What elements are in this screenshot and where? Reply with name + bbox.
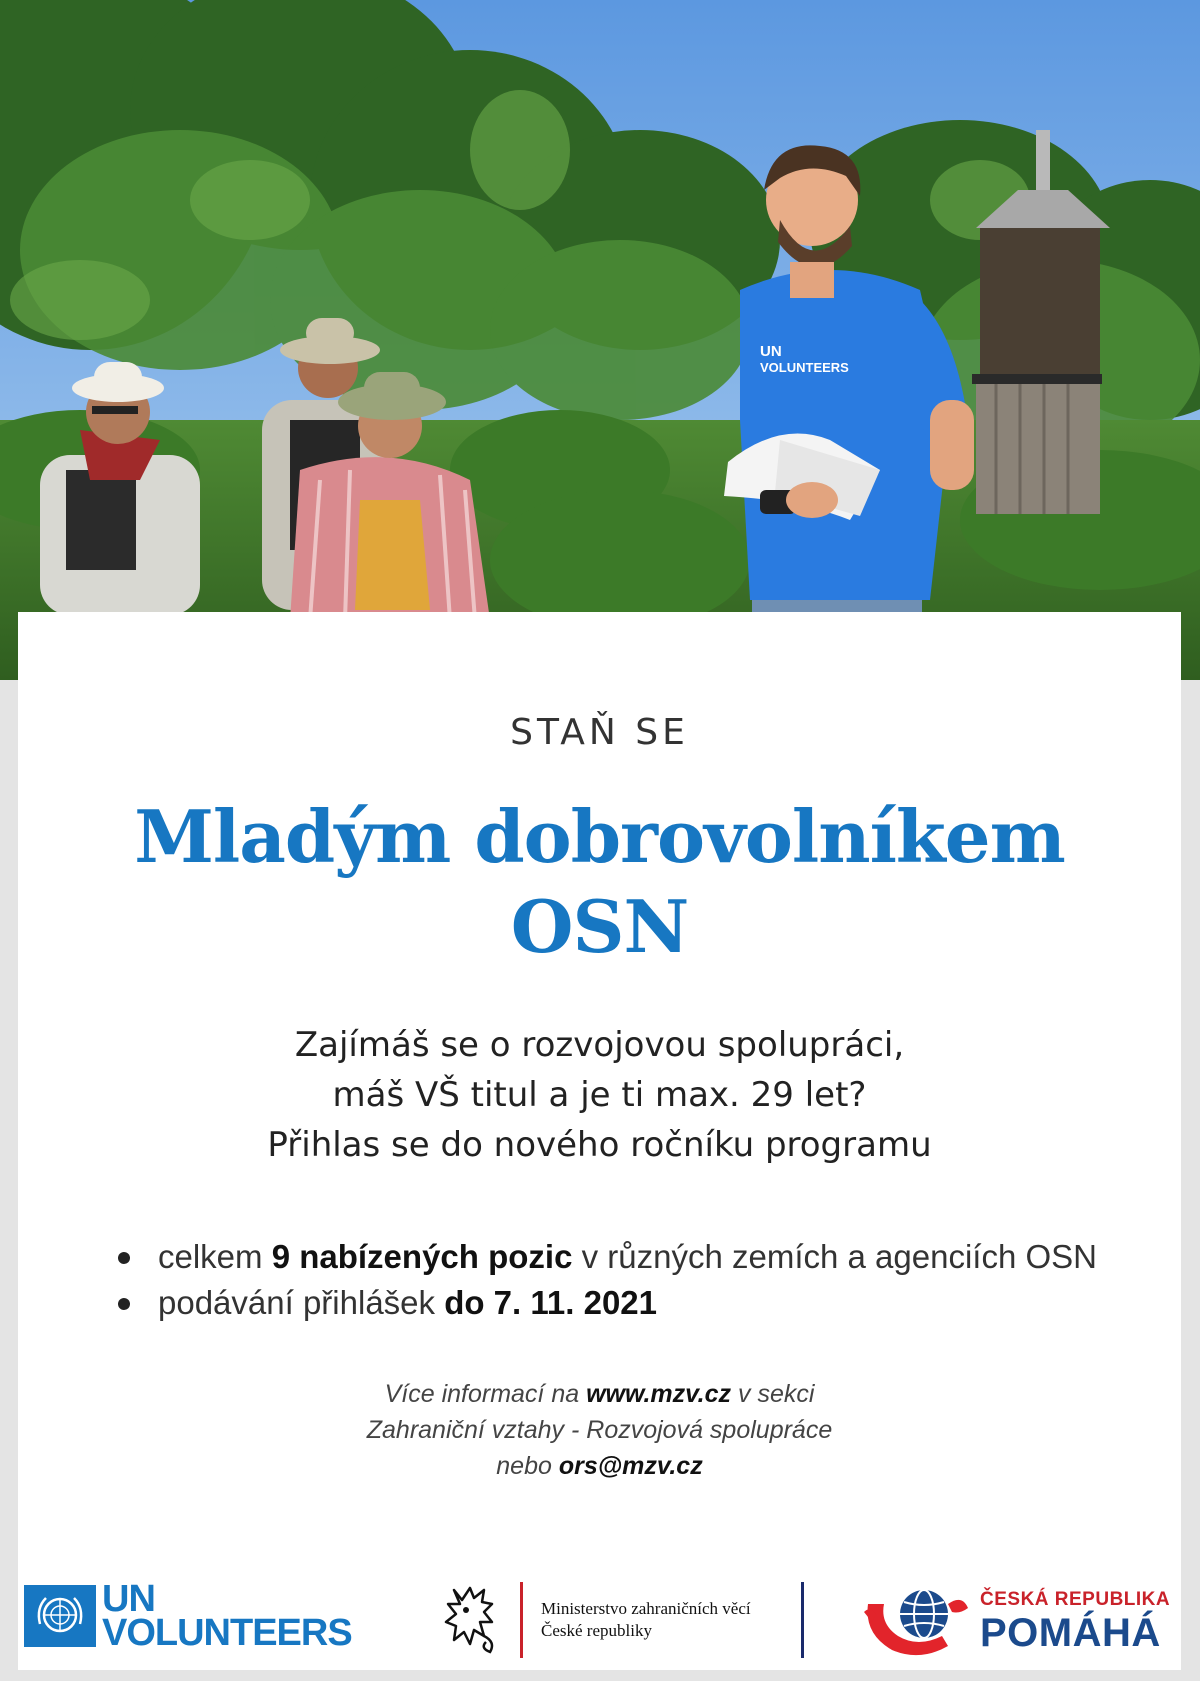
un-wordmark-line-2: VOLUNTEERS [102, 1612, 352, 1654]
headline [18, 792, 1181, 972]
ceska-republika-pomaha-logo [862, 1584, 1170, 1658]
bullet-list [114, 1234, 1097, 1326]
cr-pomaha-wordmark [980, 1588, 1170, 1654]
cr-pomaha-line-2: POMÁHÁ [980, 1611, 1161, 1655]
shirt-un-label: UN [760, 343, 782, 360]
info-line-1-post: v sekci [731, 1380, 815, 1408]
volunteers-photo-illustration [0, 0, 1200, 680]
shirt-volunteers-label: VOLUNTEERS [760, 360, 849, 375]
bullet-2-bold: do 7. 11. 2021 [444, 1284, 658, 1321]
info-line-3 [18, 1448, 1181, 1484]
cr-pomaha-line-1: ČESKÁ REPUBLIKA [980, 1589, 1171, 1610]
question-line-3: Přihlas se do nového ročníku programu [267, 1125, 932, 1165]
headline-line-2: OSN [510, 884, 689, 969]
helping-hand-globe-icon [862, 1584, 970, 1658]
headline-line-1: Mladým dobrovolníkem [134, 794, 1065, 879]
un-emblem-icon [24, 1585, 96, 1647]
un-wordmark-line-1: UN [102, 1578, 155, 1620]
hero-photo [0, 0, 1200, 680]
bullet-1-post: v různých zemích a agenciích OSN [572, 1238, 1098, 1275]
mzv-name-line-1: Ministerstvo zahraničních věcí [541, 1599, 751, 1618]
un-volunteers-logo [24, 1578, 352, 1654]
content-card [18, 612, 1181, 1670]
bullet-1-bold: 9 nabízených pozic [271, 1238, 573, 1275]
mzv-name-line-2: České republiky [541, 1621, 652, 1640]
red-divider [520, 1582, 523, 1658]
czech-lion-icon [440, 1582, 510, 1658]
mzv-name [541, 1598, 801, 1642]
kicker-text: STAŇ SE [510, 712, 689, 753]
info-block [18, 1376, 1181, 1484]
ors-email-link[interactable]: ors@mzv.cz [558, 1452, 703, 1480]
info-line-2: Zahraniční vztahy - Rozvojová spolupráce [366, 1416, 833, 1444]
info-line-1 [18, 1376, 1181, 1412]
mzv-website-link[interactable]: www.mzv.cz [586, 1380, 732, 1408]
bullet-1-pre: celkem [158, 1238, 272, 1275]
bullet-deadline [114, 1280, 1097, 1326]
mzv-logo [440, 1582, 804, 1658]
question-block [18, 1020, 1181, 1170]
un-volunteers-wordmark [102, 1578, 352, 1654]
bullet-2-pre: podávání přihlášek [158, 1284, 445, 1321]
info-line-1-pre: Více informací na [384, 1380, 587, 1408]
question-line-2: máš VŠ titul a je ti max. 29 let? [332, 1075, 867, 1115]
navy-divider [801, 1582, 804, 1658]
info-line-3-pre: nebo [496, 1452, 559, 1480]
logo-strip [0, 1560, 1200, 1670]
bullet-positions [114, 1234, 1097, 1280]
question-line-1: Zajímáš se o rozvojovou spolupráci, [294, 1025, 905, 1065]
